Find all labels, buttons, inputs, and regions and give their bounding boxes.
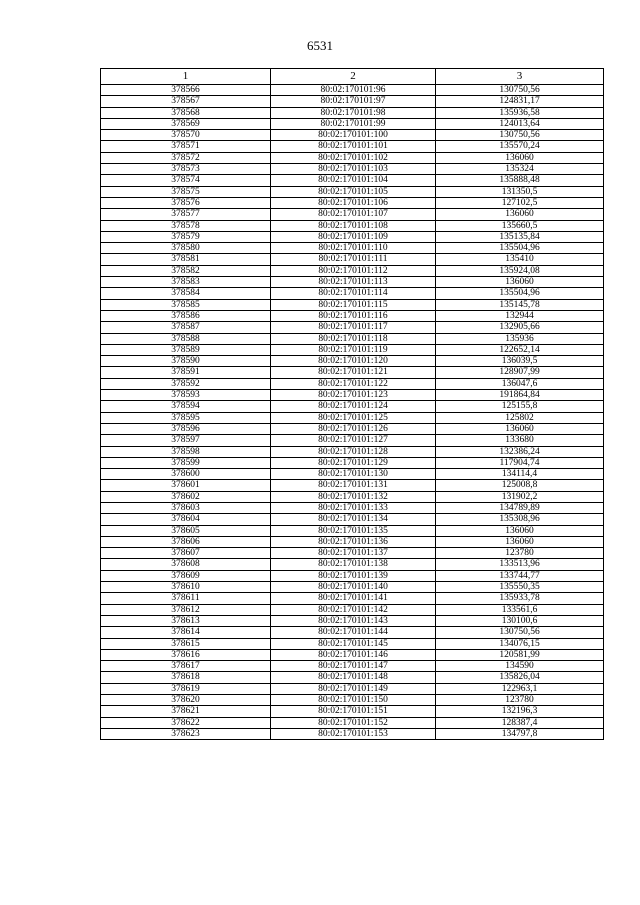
table-body [101,85,604,740]
cadastral-number-cell: 80:02:170101:141 [271,593,436,604]
row-number-cell: 378612 [101,604,271,615]
row-number-cell: 378572 [101,152,271,163]
cadastral-number-cell: 80:02:170101:107 [271,209,436,220]
column-header-2: 2 [271,69,436,85]
value-cell: 134114,4 [436,469,604,480]
cadastral-number-cell: 80:02:170101:123 [271,390,436,401]
row-number-cell: 378595 [101,412,271,423]
table-row [101,672,604,683]
cadastral-number-cell: 80:02:170101:119 [271,344,436,355]
table-row [101,390,604,401]
row-number-cell: 378588 [101,333,271,344]
table-row [101,277,604,288]
cadastral-number-cell: 80:02:170101:133 [271,502,436,513]
table-row [101,536,604,547]
row-number-cell: 378604 [101,514,271,525]
value-cell: 128387,4 [436,717,604,728]
row-number-cell: 378608 [101,559,271,570]
table-row [101,152,604,163]
table-row [101,615,604,626]
row-number-cell: 378603 [101,502,271,513]
row-number-cell: 378609 [101,570,271,581]
cadastral-number-cell: 80:02:170101:113 [271,277,436,288]
row-number-cell: 378606 [101,536,271,547]
row-number-cell: 378616 [101,649,271,660]
table-row [101,412,604,423]
table-row [101,469,604,480]
table-row [101,683,604,694]
row-number-cell: 378589 [101,344,271,355]
table-row [101,717,604,728]
table-row [101,254,604,265]
value-cell: 133680 [436,435,604,446]
cadastral-number-cell: 80:02:170101:117 [271,322,436,333]
column-header-3: 3 [436,69,604,85]
cadastral-number-cell: 80:02:170101:109 [271,231,436,242]
row-number-cell: 378585 [101,299,271,310]
value-cell: 122652,14 [436,344,604,355]
value-cell: 136060 [436,536,604,547]
table-row [101,491,604,502]
cadastral-number-cell: 80:02:170101:139 [271,570,436,581]
cadastral-number-cell: 80:02:170101:134 [271,514,436,525]
table-row [101,186,604,197]
table-row [101,401,604,412]
table-row [101,197,604,208]
row-number-cell: 378593 [101,390,271,401]
table-row [101,299,604,310]
row-number-cell: 378615 [101,638,271,649]
cadastral-number-cell: 80:02:170101:140 [271,582,436,593]
cadastral-number-cell: 80:02:170101:153 [271,728,436,739]
cadastral-number-cell: 80:02:170101:135 [271,525,436,536]
cadastral-number-cell: 80:02:170101:111 [271,254,436,265]
cadastral-number-cell: 80:02:170101:97 [271,96,436,107]
value-cell: 123780 [436,695,604,706]
table-row [101,118,604,129]
value-cell: 136060 [436,277,604,288]
value-cell: 135936 [436,333,604,344]
row-number-cell: 378622 [101,717,271,728]
cadastral-number-cell: 80:02:170101:127 [271,435,436,446]
value-cell: 132944 [436,310,604,321]
table-row [101,85,604,96]
row-number-cell: 378619 [101,683,271,694]
cadastral-number-cell: 80:02:170101:120 [271,356,436,367]
value-cell: 130750,56 [436,85,604,96]
row-number-cell: 378570 [101,130,271,141]
cadastral-number-cell: 80:02:170101:136 [271,536,436,547]
value-cell: 134797,8 [436,728,604,739]
value-cell: 136060 [436,209,604,220]
table-row [101,638,604,649]
value-cell: 135504,96 [436,243,604,254]
value-cell: 133744,77 [436,570,604,581]
cadastral-number-cell: 80:02:170101:104 [271,175,436,186]
row-number-cell: 378607 [101,548,271,559]
cadastral-number-cell: 80:02:170101:118 [271,333,436,344]
value-cell: 191864,84 [436,390,604,401]
value-cell: 127102,5 [436,197,604,208]
row-number-cell: 378596 [101,423,271,434]
value-cell: 135135,84 [436,231,604,242]
value-cell: 135826,04 [436,672,604,683]
cadastral-number-cell: 80:02:170101:96 [271,85,436,96]
value-cell: 123780 [436,548,604,559]
row-number-cell: 378602 [101,491,271,502]
cadastral-number-cell: 80:02:170101:150 [271,695,436,706]
table-row [101,649,604,660]
row-number-cell: 378620 [101,695,271,706]
row-number-cell: 378579 [101,231,271,242]
row-number-cell: 378611 [101,593,271,604]
value-cell: 120581,99 [436,649,604,660]
table-row [101,322,604,333]
value-cell: 135888,48 [436,175,604,186]
row-number-cell: 378605 [101,525,271,536]
row-number-cell: 378592 [101,378,271,389]
value-cell: 125155,8 [436,401,604,412]
table-row [101,457,604,468]
row-number-cell: 378573 [101,164,271,175]
value-cell: 136060 [436,152,604,163]
row-number-cell: 378623 [101,728,271,739]
row-number-cell: 378575 [101,186,271,197]
table-row [101,593,604,604]
table-row [101,502,604,513]
row-number-cell: 378582 [101,265,271,276]
value-cell: 134789,89 [436,502,604,513]
table-row [101,141,604,152]
cadastral-number-cell: 80:02:170101:129 [271,457,436,468]
row-number-cell: 378581 [101,254,271,265]
value-cell: 135308,96 [436,514,604,525]
value-cell: 135933,78 [436,593,604,604]
value-cell: 136039,5 [436,356,604,367]
value-cell: 135936,58 [436,107,604,118]
value-cell: 132196,3 [436,706,604,717]
cadastral-number-cell: 80:02:170101:116 [271,310,436,321]
row-number-cell: 378594 [101,401,271,412]
row-number-cell: 378610 [101,582,271,593]
cadastral-number-cell: 80:02:170101:100 [271,130,436,141]
row-number-cell: 378566 [101,85,271,96]
row-number-cell: 378584 [101,288,271,299]
value-cell: 117904,74 [436,457,604,468]
cadastral-number-cell: 80:02:170101:101 [271,141,436,152]
table-row [101,344,604,355]
cadastral-number-cell: 80:02:170101:102 [271,152,436,163]
table-row [101,559,604,570]
value-cell: 134590 [436,661,604,672]
cadastral-number-cell: 80:02:170101:145 [271,638,436,649]
table-row [101,604,604,615]
cadastral-number-cell: 80:02:170101:124 [271,401,436,412]
value-cell: 131350,5 [436,186,604,197]
row-number-cell: 378601 [101,480,271,491]
cadastral-number-cell: 80:02:170101:110 [271,243,436,254]
cadastral-number-cell: 80:02:170101:114 [271,288,436,299]
table-row [101,514,604,525]
cadastral-number-cell: 80:02:170101:106 [271,197,436,208]
table-row [101,231,604,242]
cadastral-number-cell: 80:02:170101:99 [271,118,436,129]
cadastral-number-cell: 80:02:170101:108 [271,220,436,231]
table-row [101,627,604,638]
row-number-cell: 378597 [101,435,271,446]
table-row [101,175,604,186]
table-row [101,164,604,175]
row-number-cell: 378599 [101,457,271,468]
row-number-cell: 378598 [101,446,271,457]
table-row [101,107,604,118]
row-number-cell: 378614 [101,627,271,638]
cadastral-number-cell: 80:02:170101:128 [271,446,436,457]
table-row [101,220,604,231]
row-number-cell: 378574 [101,175,271,186]
row-number-cell: 378617 [101,661,271,672]
data-table [100,68,604,740]
row-number-cell: 378586 [101,310,271,321]
cadastral-number-cell: 80:02:170101:143 [271,615,436,626]
cadastral-number-cell: 80:02:170101:142 [271,604,436,615]
value-cell: 135504,96 [436,288,604,299]
table-row [101,378,604,389]
cadastral-number-cell: 80:02:170101:149 [271,683,436,694]
cadastral-number-cell: 80:02:170101:115 [271,299,436,310]
row-number-cell: 378621 [101,706,271,717]
cadastral-number-cell: 80:02:170101:144 [271,627,436,638]
cadastral-number-cell: 80:02:170101:132 [271,491,436,502]
cadastral-number-cell: 80:02:170101:146 [271,649,436,660]
table-row [101,265,604,276]
table-row [101,209,604,220]
table-row [101,695,604,706]
value-cell: 135550,35 [436,582,604,593]
table-row [101,423,604,434]
cadastral-number-cell: 80:02:170101:131 [271,480,436,491]
value-cell: 135570,24 [436,141,604,152]
row-number-cell: 378578 [101,220,271,231]
cadastral-number-cell: 80:02:170101:103 [271,164,436,175]
row-number-cell: 378587 [101,322,271,333]
table-row [101,288,604,299]
value-cell: 134076,15 [436,638,604,649]
table-header-row [101,69,604,85]
value-cell: 133513,96 [436,559,604,570]
row-number-cell: 378580 [101,243,271,254]
cadastral-number-cell: 80:02:170101:147 [271,661,436,672]
row-number-cell: 378577 [101,209,271,220]
cadastral-number-cell: 80:02:170101:105 [271,186,436,197]
value-cell: 132386,24 [436,446,604,457]
value-cell: 131902,2 [436,491,604,502]
cadastral-number-cell: 80:02:170101:121 [271,367,436,378]
table-row [101,367,604,378]
row-number-cell: 378591 [101,367,271,378]
value-cell: 135924,08 [436,265,604,276]
cadastral-number-cell: 80:02:170101:125 [271,412,436,423]
row-number-cell: 378583 [101,277,271,288]
row-number-cell: 378600 [101,469,271,480]
row-number-cell: 378618 [101,672,271,683]
value-cell: 122963,1 [436,683,604,694]
row-number-cell: 378571 [101,141,271,152]
value-cell: 124013,64 [436,118,604,129]
cadastral-number-cell: 80:02:170101:137 [271,548,436,559]
table-row [101,706,604,717]
cadastral-number-cell: 80:02:170101:126 [271,423,436,434]
value-cell: 135660,5 [436,220,604,231]
table-row [101,570,604,581]
table-row [101,130,604,141]
cadastral-number-cell: 80:02:170101:122 [271,378,436,389]
cadastral-number-cell: 80:02:170101:138 [271,559,436,570]
value-cell: 136060 [436,423,604,434]
value-cell: 135410 [436,254,604,265]
cadastral-number-cell: 80:02:170101:130 [271,469,436,480]
value-cell: 130100,6 [436,615,604,626]
value-cell: 135324 [436,164,604,175]
value-cell: 132905,66 [436,322,604,333]
cadastral-number-cell: 80:02:170101:152 [271,717,436,728]
row-number-cell: 378568 [101,107,271,118]
table-row [101,548,604,559]
table-row [101,480,604,491]
value-cell: 130750,56 [436,627,604,638]
value-cell: 125008,8 [436,480,604,491]
value-cell: 136047,6 [436,378,604,389]
value-cell: 130750,56 [436,130,604,141]
row-number-cell: 378613 [101,615,271,626]
table-row [101,333,604,344]
column-header-1: 1 [101,69,271,85]
table-row [101,310,604,321]
cadastral-number-cell: 80:02:170101:98 [271,107,436,118]
value-cell: 133561,6 [436,604,604,615]
table-row [101,446,604,457]
value-cell: 128907,99 [436,367,604,378]
value-cell: 135145,78 [436,299,604,310]
table-row [101,582,604,593]
value-cell: 124831,17 [436,96,604,107]
cadastral-number-cell: 80:02:170101:112 [271,265,436,276]
table-row [101,661,604,672]
value-cell: 125802 [436,412,604,423]
cadastral-number-cell: 80:02:170101:151 [271,706,436,717]
row-number-cell: 378569 [101,118,271,129]
table-row [101,243,604,254]
page-number: 6531 [307,38,333,53]
table-row [101,728,604,739]
value-cell: 136060 [436,525,604,536]
row-number-cell: 378576 [101,197,271,208]
row-number-cell: 378567 [101,96,271,107]
cadastral-number-cell: 80:02:170101:148 [271,672,436,683]
table-row [101,96,604,107]
row-number-cell: 378590 [101,356,271,367]
table-row [101,435,604,446]
table-row [101,356,604,367]
table-row [101,525,604,536]
